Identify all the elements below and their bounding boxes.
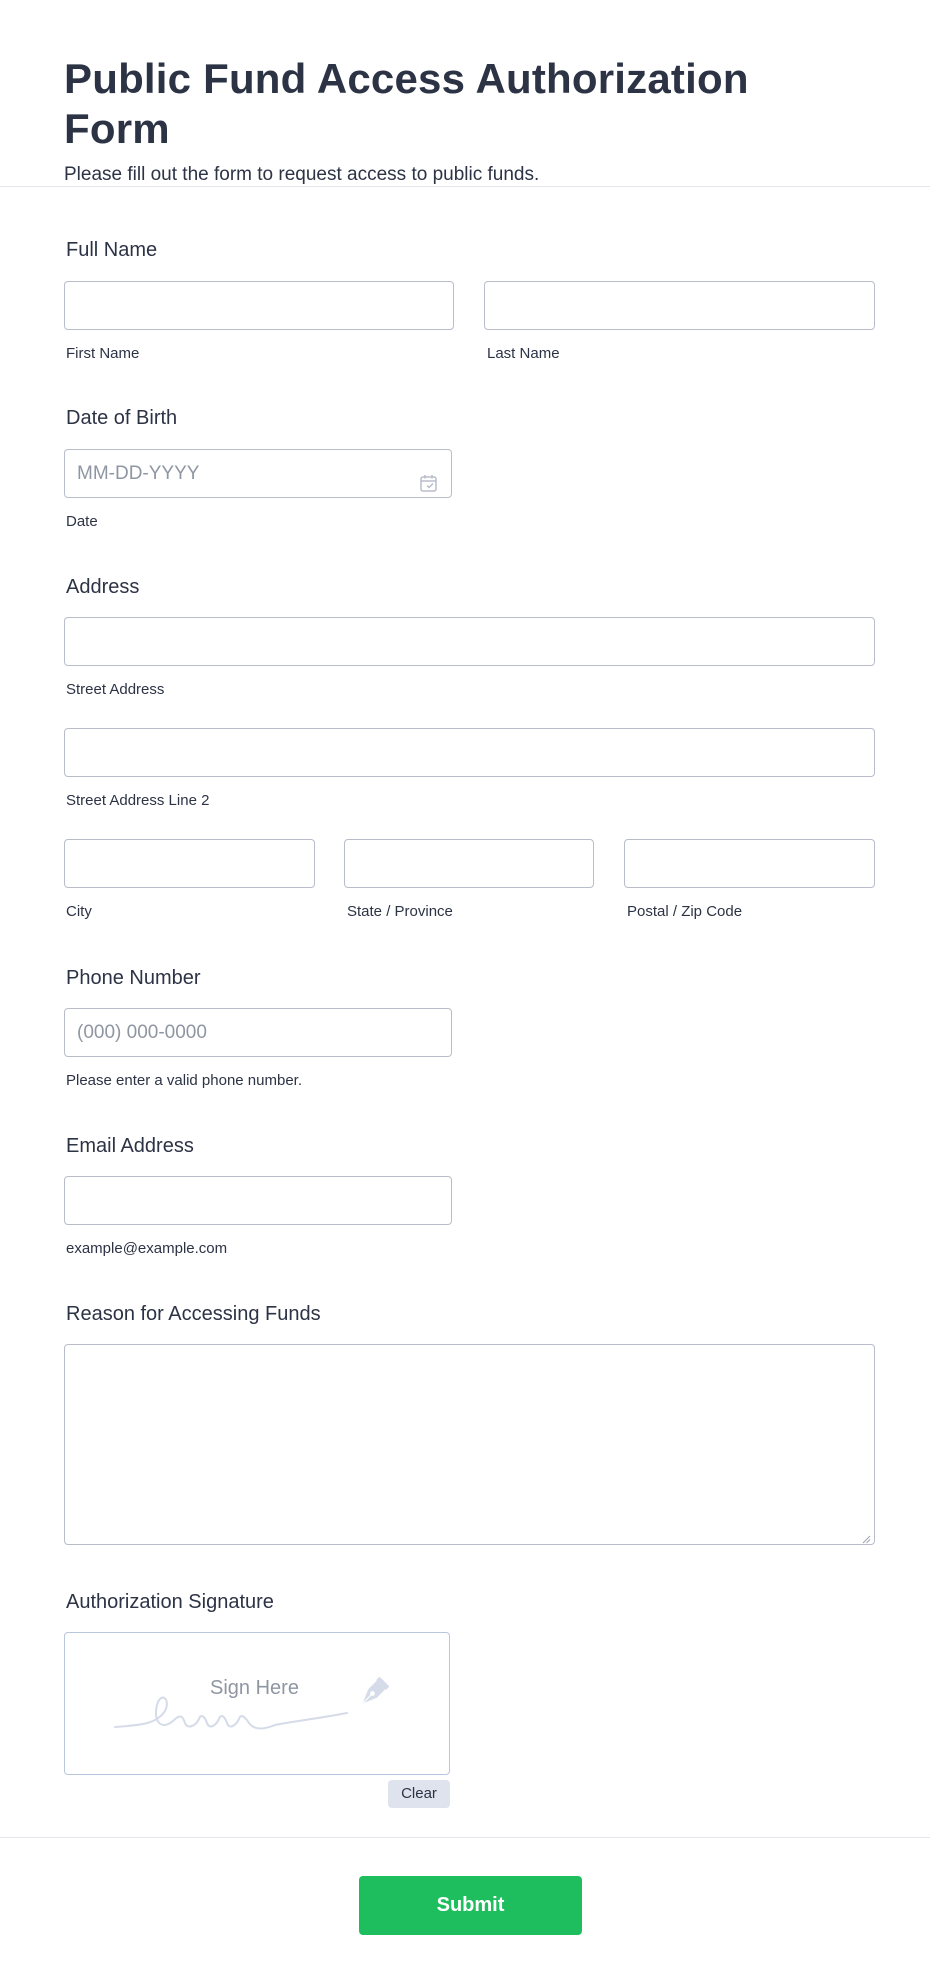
email-input[interactable]: [64, 1176, 452, 1225]
calendar-icon[interactable]: [419, 464, 439, 484]
street-address-line2-input[interactable]: [64, 728, 875, 777]
street-address-line2-sublabel: Street Address Line 2: [66, 792, 210, 809]
city-sublabel: City: [66, 903, 92, 920]
last-name-input[interactable]: [484, 281, 875, 330]
pen-nib-icon: [349, 1673, 393, 1717]
signature-pad[interactable]: [64, 1632, 450, 1775]
address-label: Address: [66, 576, 140, 598]
footer-divider: [0, 1837, 930, 1838]
email-sublabel: example@example.com: [66, 1240, 228, 1257]
phone-placeholder: (000) 000-0000: [77, 1022, 207, 1043]
phone-input[interactable]: [64, 1008, 452, 1057]
street-address-input[interactable]: [64, 617, 875, 666]
signature-label: Authorization Signature: [66, 1591, 274, 1613]
first-name-input[interactable]: [64, 281, 454, 330]
phone-label: Phone Number: [66, 967, 201, 989]
dob-sublabel: Date: [66, 513, 98, 530]
zip-input[interactable]: [624, 839, 875, 888]
reason-label: Reason for Accessing Funds: [66, 1303, 321, 1325]
dob-placeholder: MM-DD-YYYY: [77, 463, 200, 484]
full-name-label: Full Name: [66, 239, 158, 261]
clear-signature-button[interactable]: Clear: [388, 1780, 450, 1808]
zip-sublabel: Postal / Zip Code: [627, 903, 743, 920]
state-sublabel: State / Province: [347, 903, 453, 920]
email-label: Email Address: [66, 1135, 194, 1157]
city-input[interactable]: [64, 839, 315, 888]
signature-scribble-icon: [65, 1633, 451, 1776]
reason-textarea[interactable]: [64, 1344, 875, 1545]
state-input[interactable]: [344, 839, 594, 888]
resize-grip-icon[interactable]: [861, 1531, 871, 1541]
form-header: [0, 0, 930, 187]
dob-input[interactable]: [64, 449, 452, 498]
first-name-sublabel: First Name: [66, 345, 140, 362]
dob-label: Date of Birth: [66, 407, 178, 429]
submit-button[interactable]: Submit: [359, 1876, 582, 1935]
form-subtitle: Please fill out the form to request access to public funds.: [64, 164, 540, 185]
phone-sublabel: Please enter a valid phone number.: [66, 1072, 302, 1089]
signature-placeholder: Sign Here: [210, 1677, 299, 1699]
form-title: Public Fund Access Authorization Form: [64, 55, 749, 152]
last-name-sublabel: Last Name: [487, 345, 560, 362]
street-address-sublabel: Street Address: [66, 681, 165, 698]
